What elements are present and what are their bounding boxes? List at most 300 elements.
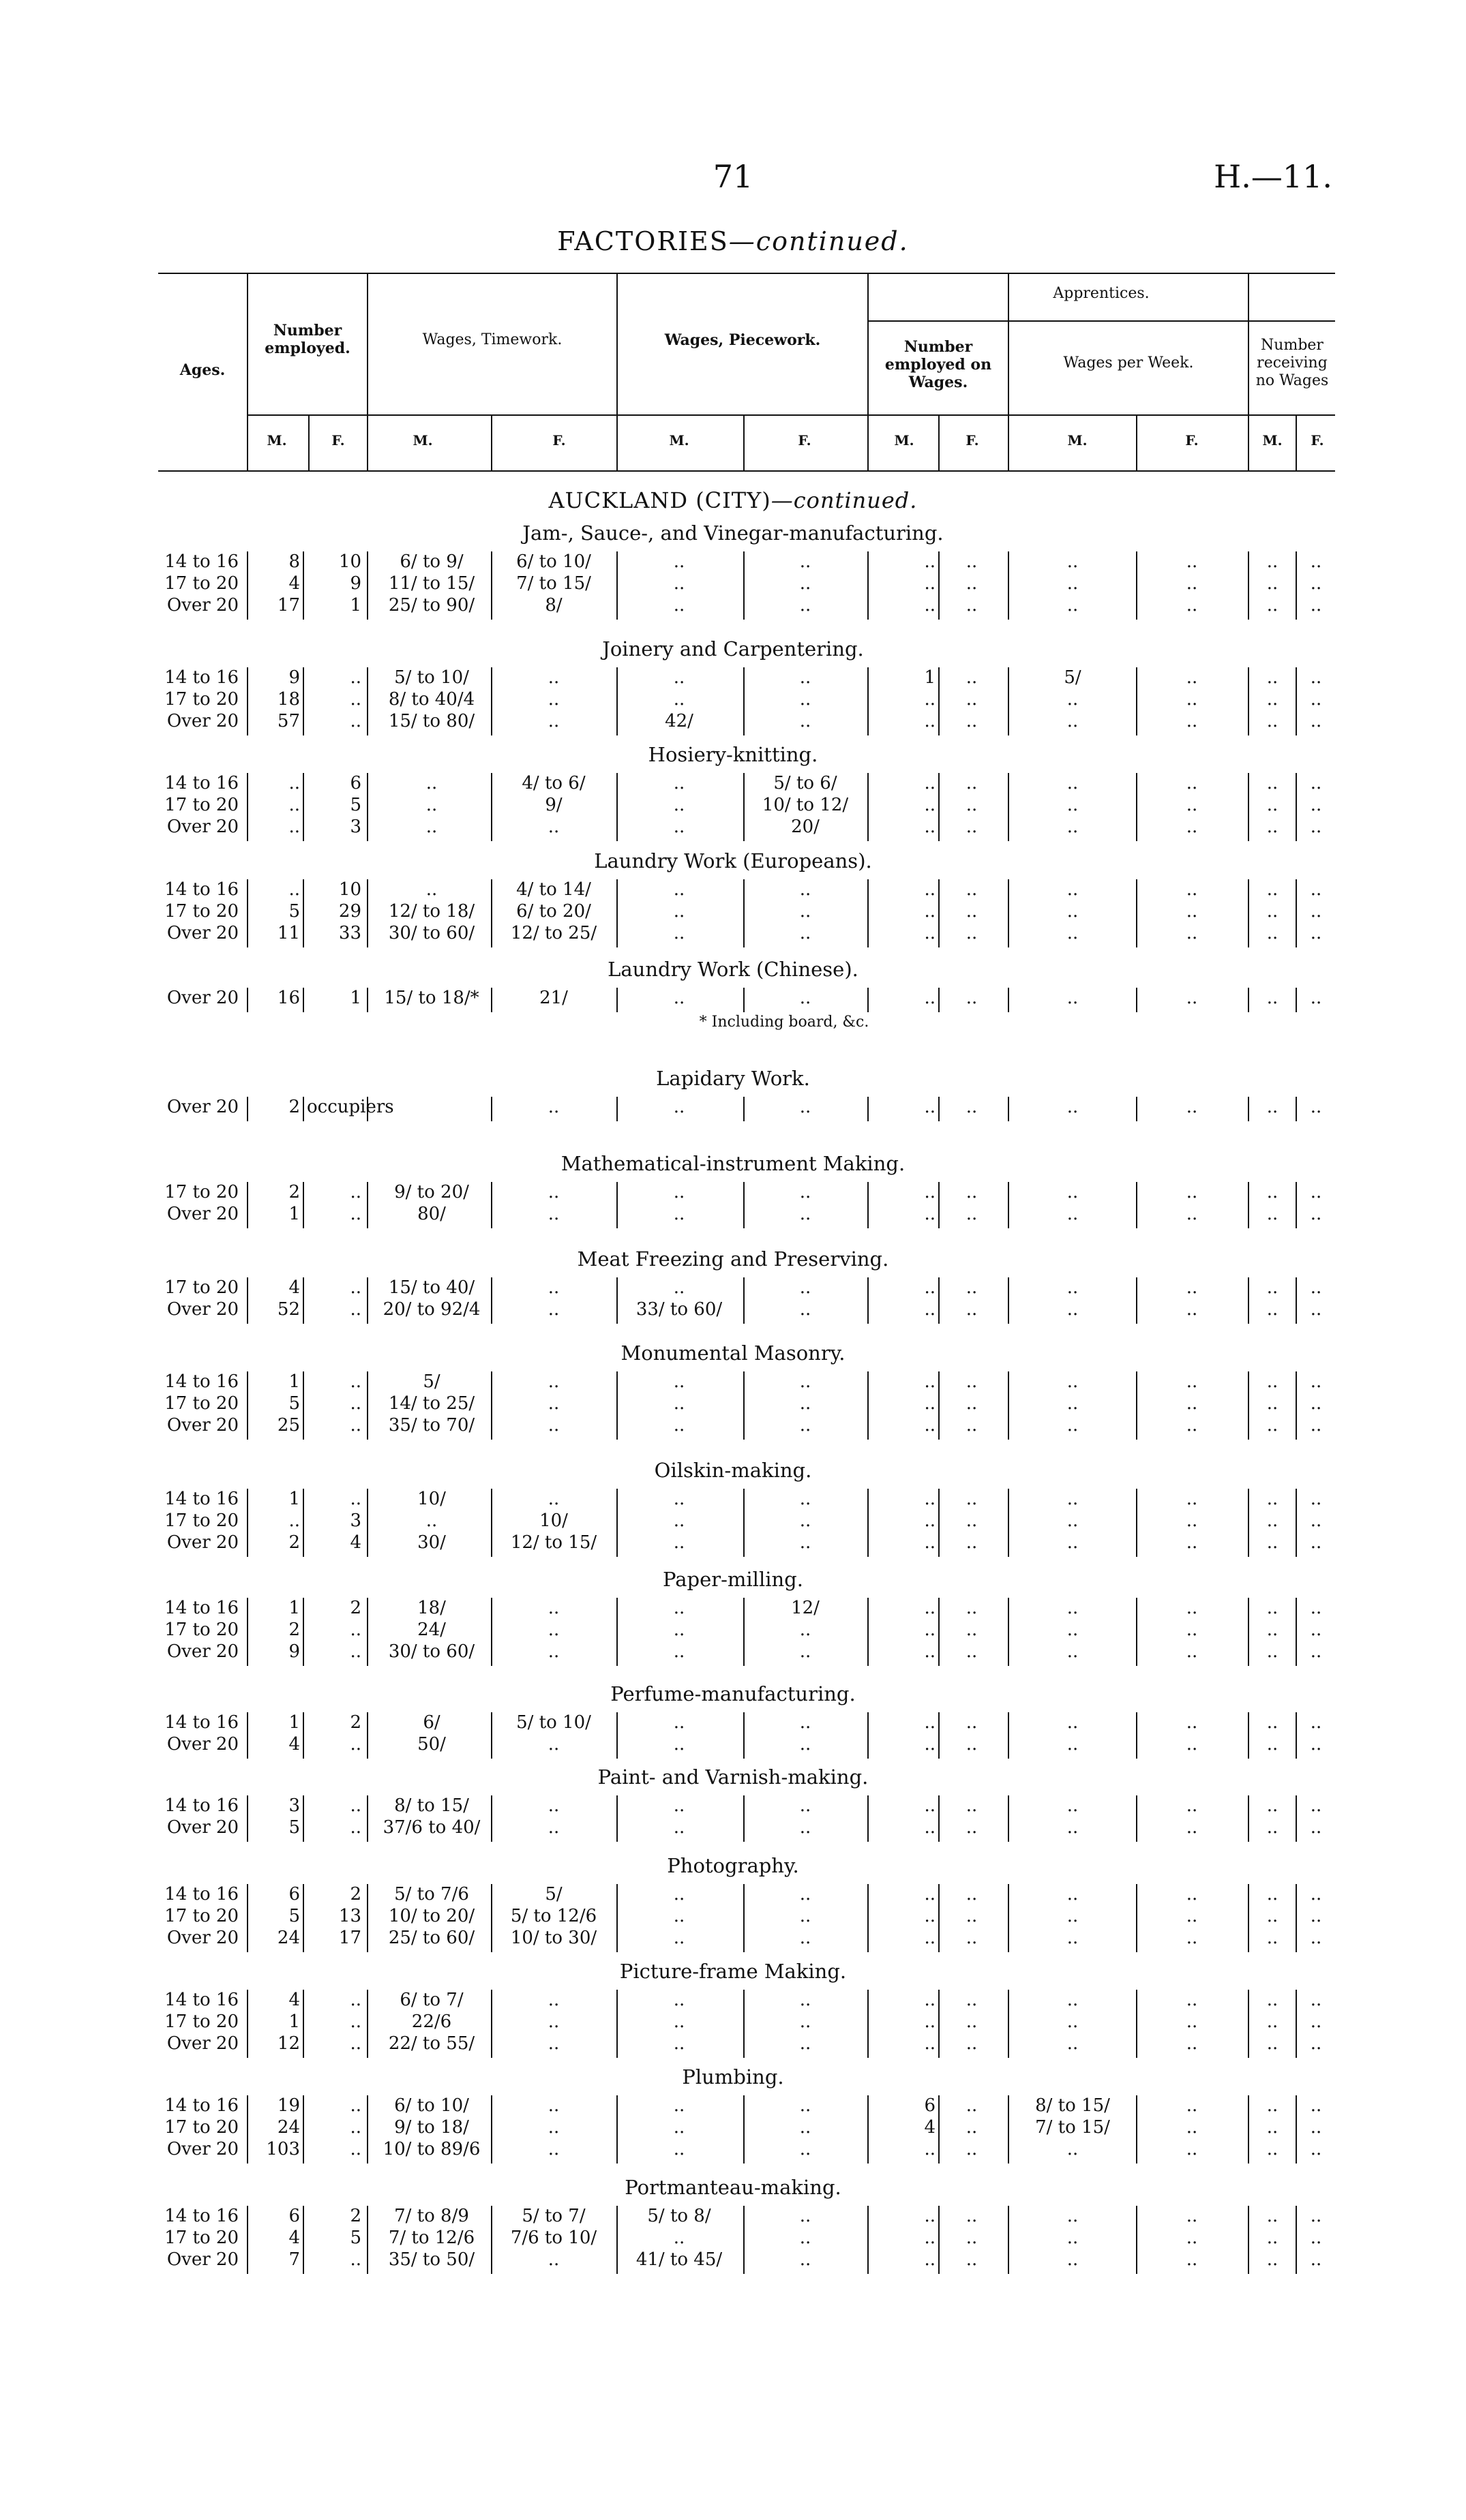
value-cell: .. <box>548 1393 560 1414</box>
value-cell: .. <box>1186 2117 1198 2138</box>
value-cell: .. <box>966 689 978 710</box>
value-cell: .. <box>1310 2095 1322 2116</box>
column-divider <box>867 1884 869 1952</box>
value-cell: .. <box>1266 1928 1278 1948</box>
column-divider <box>1008 1371 1009 1440</box>
value-cell: .. <box>1310 1734 1322 1755</box>
value-cell: .. <box>1186 1641 1198 1662</box>
value-cell: .. <box>966 1532 978 1553</box>
column-divider <box>1008 667 1009 735</box>
ages-header: Ages. <box>179 361 226 379</box>
value-cell: .. <box>350 1990 361 2010</box>
table-row <box>0 988 1466 1009</box>
value-cell: .. <box>966 1182 978 1202</box>
age-cell: Over 20 <box>166 1415 239 1436</box>
value-cell: .. <box>1186 1415 1198 1436</box>
value-cell: .. <box>548 1598 560 1618</box>
value-cell: .. <box>1266 773 1278 793</box>
column-divider <box>367 773 368 841</box>
value-cell: .. <box>673 795 685 815</box>
column-divider <box>1008 1712 1009 1759</box>
value-cell: 5/ to 12/6 <box>510 1906 597 1926</box>
value-cell: 6/ to 10/ <box>516 551 591 572</box>
column-divider <box>303 1371 304 1440</box>
column-divider <box>247 667 248 735</box>
value-cell: .. <box>1186 1299 1198 1320</box>
value-cell: .. <box>1066 795 1079 815</box>
header-divider <box>367 273 368 470</box>
table-row <box>0 1906 1466 1928</box>
value-cell: .. <box>673 1277 685 1298</box>
value-cell: .. <box>966 2228 978 2248</box>
value-cell: .. <box>1066 2206 1079 2226</box>
value-cell: .. <box>924 923 936 943</box>
age-cell: Over 20 <box>166 2033 239 2054</box>
value-cell: .. <box>924 1097 936 1117</box>
age-cell: Over 20 <box>166 988 239 1008</box>
column-divider <box>247 1371 248 1440</box>
value-cell: .. <box>966 1393 978 1414</box>
value-cell: .. <box>966 1884 978 1904</box>
table-row <box>0 711 1466 733</box>
value-cell: .. <box>673 988 685 1008</box>
column-divider <box>303 988 304 1012</box>
value-cell: .. <box>673 2117 685 2138</box>
value-cell: .. <box>673 817 685 837</box>
column-divider <box>1248 1277 1249 1324</box>
value-cell: .. <box>924 2249 936 2270</box>
value-cell: .. <box>1266 1641 1278 1662</box>
value-cell: .. <box>1186 1906 1198 1926</box>
column-divider <box>1008 2206 1009 2274</box>
column-divider <box>743 1712 745 1759</box>
column-divider <box>303 1182 304 1228</box>
value-cell: .. <box>1310 879 1322 900</box>
column-divider <box>247 1712 248 1759</box>
table-row <box>0 1277 1466 1299</box>
wages-timework-header: Wages, Timework. <box>422 331 563 348</box>
value-cell: .. <box>288 1511 300 1531</box>
table-row <box>0 1489 1466 1511</box>
value-cell: .. <box>924 2033 936 2054</box>
value-cell: .. <box>1186 1928 1198 1948</box>
value-cell: 7/ to 8/9 <box>394 2206 469 2226</box>
value-cell: .. <box>966 2095 978 2116</box>
value-cell: occupiers <box>307 1097 394 1117</box>
value-cell: .. <box>1266 2095 1278 2116</box>
column-divider <box>491 1371 492 1440</box>
column-divider <box>938 2095 940 2164</box>
column-divider <box>303 879 304 947</box>
value-cell: .. <box>1266 2228 1278 2248</box>
section-title: Monumental Masonry. <box>620 1341 846 1365</box>
value-cell: .. <box>1310 711 1322 731</box>
column-divider <box>1008 2095 1009 2164</box>
value-cell: .. <box>1266 1884 1278 1904</box>
value-cell: .. <box>1310 1817 1322 1838</box>
column-divider <box>491 1712 492 1759</box>
value-cell: .. <box>1266 988 1278 1008</box>
column-divider <box>1296 773 1297 841</box>
column-divider <box>247 1489 248 1557</box>
value-cell: .. <box>673 1712 685 1733</box>
value-cell: .. <box>350 1299 361 1320</box>
column-divider <box>1296 667 1297 735</box>
value-cell: 30/ <box>417 1532 446 1553</box>
column-divider <box>1136 551 1137 620</box>
column-divider <box>743 551 745 620</box>
value-cell: .. <box>924 1511 936 1531</box>
value-cell: .. <box>799 595 811 616</box>
value-cell: .. <box>1186 988 1198 1008</box>
column-divider <box>303 1795 304 1842</box>
value-cell: .. <box>1186 689 1198 710</box>
value-cell: .. <box>799 1182 811 1202</box>
value-cell: 5 <box>350 795 361 815</box>
value-cell: .. <box>1266 1712 1278 1733</box>
column-divider <box>367 2095 368 2164</box>
value-cell: 12/ to 18/ <box>388 901 475 922</box>
value-cell: 33/ to 60/ <box>635 1299 723 1320</box>
value-cell: 7/6 to 10/ <box>510 2228 597 2248</box>
header-f: F. <box>798 432 811 449</box>
value-cell: .. <box>1186 901 1198 922</box>
value-cell: .. <box>1066 1182 1079 1202</box>
column-divider <box>1296 1712 1297 1759</box>
table-row <box>0 1097 1466 1119</box>
column-divider <box>1008 1182 1009 1228</box>
value-cell: .. <box>799 901 811 922</box>
value-cell: .. <box>1266 1990 1278 2010</box>
value-cell: 5/ to 10/ <box>516 1712 591 1733</box>
age-cell: Over 20 <box>166 711 239 731</box>
column-divider <box>1296 2206 1297 2274</box>
column-divider <box>367 1489 368 1557</box>
value-cell: 11/ to 15/ <box>388 573 475 594</box>
value-cell: 12/ to 15/ <box>510 1532 597 1553</box>
column-divider <box>938 773 940 841</box>
age-cell: 14 to 16 <box>164 1795 239 1816</box>
column-divider <box>616 1277 618 1324</box>
value-cell: 5/ to 7/ <box>522 2206 586 2226</box>
column-divider <box>1136 773 1137 841</box>
value-cell: 9/ to 18/ <box>394 2117 469 2138</box>
value-cell: .. <box>799 1817 811 1838</box>
value-cell: 4 <box>288 1277 300 1298</box>
age-cell: 17 to 20 <box>164 795 239 815</box>
value-cell: .. <box>924 1734 936 1755</box>
value-cell: .. <box>1066 1299 1079 1320</box>
column-divider <box>367 1598 368 1666</box>
value-cell: 8/ to 40/4 <box>388 689 475 710</box>
value-cell: 10/ to 20/ <box>388 1906 475 1926</box>
value-cell: 13 <box>338 1906 361 1926</box>
value-cell: .. <box>799 1532 811 1553</box>
value-cell: 5/ to 7/6 <box>394 1884 469 1904</box>
column-divider <box>938 988 940 1012</box>
value-cell: .. <box>673 1204 685 1224</box>
mf-divider <box>938 414 940 470</box>
value-cell: .. <box>548 2249 560 2270</box>
value-cell: .. <box>924 551 936 572</box>
column-divider <box>1296 1277 1297 1324</box>
age-cell: Over 20 <box>166 2249 239 2270</box>
column-divider <box>867 667 869 735</box>
value-cell: .. <box>1310 1712 1322 1733</box>
column-divider <box>1248 773 1249 841</box>
value-cell: .. <box>966 1734 978 1755</box>
age-cell: 17 to 20 <box>164 1182 239 1202</box>
value-cell: .. <box>673 595 685 616</box>
value-cell: 4/ to 14/ <box>516 879 591 900</box>
age-cell: 14 to 16 <box>164 879 239 900</box>
value-cell: .. <box>1186 1598 1198 1618</box>
value-cell: 1 <box>350 988 361 1008</box>
value-cell: .. <box>350 2033 361 2054</box>
column-divider <box>367 1990 368 2058</box>
value-cell: 5/ to 6/ <box>773 773 837 793</box>
value-cell: .. <box>1066 1712 1079 1733</box>
value-cell: .. <box>350 2249 361 2270</box>
value-cell: .. <box>425 879 438 900</box>
column-divider <box>367 988 368 1012</box>
value-cell: .. <box>1066 2228 1079 2248</box>
table-row <box>0 1204 1466 1226</box>
value-cell: .. <box>673 2228 685 2248</box>
value-cell: .. <box>966 2117 978 2138</box>
age-cell: 14 to 16 <box>164 1712 239 1733</box>
value-cell: .. <box>799 1620 811 1640</box>
value-cell: .. <box>924 2012 936 2032</box>
value-cell: 14/ to 25/ <box>388 1393 475 1414</box>
value-cell: .. <box>1266 689 1278 710</box>
column-divider <box>743 1182 745 1228</box>
value-cell: .. <box>673 689 685 710</box>
column-divider <box>1008 1489 1009 1557</box>
value-cell: .. <box>799 1884 811 1904</box>
value-cell: .. <box>1186 1204 1198 1224</box>
section-title: Oilskin-making. <box>654 1459 812 1482</box>
value-cell: .. <box>673 1620 685 1640</box>
column-divider <box>616 1097 618 1121</box>
value-cell: 6/ to 20/ <box>516 901 591 922</box>
value-cell: .. <box>966 2206 978 2226</box>
value-cell: .. <box>673 1598 685 1618</box>
value-cell: 6 <box>288 2206 300 2226</box>
number-employed-header: Number employed. <box>265 322 350 357</box>
value-cell: .. <box>1186 1795 1198 1816</box>
value-cell: .. <box>924 1928 936 1948</box>
value-cell: .. <box>1266 573 1278 594</box>
value-cell: .. <box>1310 1620 1322 1640</box>
value-cell: .. <box>548 1795 560 1816</box>
age-cell: Over 20 <box>166 817 239 837</box>
mf-divider <box>491 414 492 470</box>
value-cell: .. <box>1310 1097 1322 1117</box>
value-cell: .. <box>673 1906 685 1926</box>
column-divider <box>491 1277 492 1324</box>
column-divider <box>938 1795 940 1842</box>
mf-divider <box>1136 414 1137 470</box>
value-cell: .. <box>1266 1598 1278 1618</box>
age-cell: 14 to 16 <box>164 2206 239 2226</box>
column-divider <box>1136 2095 1137 2164</box>
value-cell: .. <box>1310 1511 1322 1531</box>
value-cell: .. <box>1066 1620 1079 1640</box>
value-cell: .. <box>966 1371 978 1392</box>
mf-divider <box>308 414 310 470</box>
value-cell: 30/ to 60/ <box>388 923 475 943</box>
value-cell: .. <box>966 1415 978 1436</box>
value-cell: 3 <box>350 817 361 837</box>
column-divider <box>938 551 940 620</box>
value-cell: 12 <box>277 2033 300 2054</box>
column-divider <box>1296 1371 1297 1440</box>
value-cell: 2 <box>288 1532 300 1553</box>
section-title: Joinery and Carpentering. <box>602 637 864 661</box>
column-divider <box>616 1990 618 2058</box>
section-title: Laundry Work (Europeans). <box>594 849 872 872</box>
value-cell: .. <box>673 1641 685 1662</box>
column-divider <box>743 1990 745 2058</box>
value-cell: .. <box>799 1489 811 1509</box>
value-cell: .. <box>1266 817 1278 837</box>
value-cell: .. <box>1066 1906 1079 1926</box>
header-top-rule <box>158 273 1335 274</box>
value-cell: 4 <box>350 1532 361 1553</box>
value-cell: .. <box>924 711 936 731</box>
value-cell: .. <box>548 2033 560 2054</box>
value-cell: .. <box>924 1598 936 1618</box>
column-divider <box>867 551 869 620</box>
value-cell: .. <box>1310 1928 1322 1948</box>
value-cell: 2 <box>288 1097 300 1117</box>
wages-piecework-header: Wages, Piecework. <box>664 331 821 349</box>
value-cell: 7/ to 12/6 <box>388 2228 475 2248</box>
value-cell: .. <box>350 1795 361 1816</box>
value-cell: .. <box>1186 2249 1198 2270</box>
column-divider <box>616 1884 618 1952</box>
value-cell: .. <box>1186 2228 1198 2248</box>
value-cell: .. <box>924 2139 936 2159</box>
value-cell: 12/ <box>791 1598 820 1618</box>
column-divider <box>1136 1990 1137 2058</box>
value-cell: .. <box>799 667 811 688</box>
section-title: Paint- and Varnish-making. <box>597 1765 869 1789</box>
value-cell: 24/ <box>417 1620 446 1640</box>
value-cell: .. <box>1186 1734 1198 1755</box>
value-cell: 5/ <box>545 1884 563 1904</box>
value-cell: .. <box>350 711 361 731</box>
value-cell: .. <box>966 1489 978 1509</box>
value-cell: .. <box>1310 2117 1322 2138</box>
value-cell: .. <box>799 2117 811 2138</box>
value-cell: .. <box>1310 1884 1322 1904</box>
value-cell: .. <box>966 988 978 1008</box>
value-cell: 10/ to 89/6 <box>383 2139 481 2159</box>
value-cell: 5/ <box>423 1371 440 1392</box>
value-cell: 8/ to 15/ <box>394 1795 469 1816</box>
value-cell: 1 <box>924 667 936 688</box>
table-row <box>0 1817 1466 1839</box>
column-divider <box>303 1277 304 1324</box>
column-divider <box>743 988 745 1012</box>
section-title: Laundry Work (Chinese). <box>608 958 858 981</box>
column-divider <box>491 2206 492 2274</box>
value-cell: .. <box>350 689 361 710</box>
value-cell: .. <box>1310 901 1322 922</box>
header-divider <box>616 273 618 470</box>
value-cell: .. <box>1310 2228 1322 2248</box>
column-divider <box>743 879 745 947</box>
value-cell: 25/ to 90/ <box>388 595 475 616</box>
value-cell: .. <box>350 1204 361 1224</box>
value-cell: .. <box>799 551 811 572</box>
column-divider <box>743 1795 745 1842</box>
value-cell: .. <box>924 1620 936 1640</box>
column-divider <box>1248 667 1249 735</box>
age-cell: 17 to 20 <box>164 1393 239 1414</box>
value-cell: .. <box>1266 1795 1278 1816</box>
value-cell: .. <box>1310 773 1322 793</box>
value-cell: .. <box>966 551 978 572</box>
value-cell: .. <box>673 1990 685 2010</box>
column-divider <box>247 1182 248 1228</box>
age-cell: Over 20 <box>166 1641 239 1662</box>
value-cell: .. <box>799 689 811 710</box>
value-cell: .. <box>1266 2206 1278 2226</box>
value-cell: .. <box>1066 1097 1079 1117</box>
value-cell: .. <box>1266 795 1278 815</box>
value-cell: .. <box>350 2095 361 2116</box>
age-cell: Over 20 <box>166 1817 239 1838</box>
value-cell: .. <box>673 1489 685 1509</box>
value-cell: .. <box>1310 2206 1322 2226</box>
section-title: Paper-milling. <box>663 1568 803 1591</box>
region-name: AUCKLAND (CITY) <box>548 487 771 513</box>
value-cell: .. <box>1266 1489 1278 1509</box>
table-row <box>0 595 1466 617</box>
value-cell: 6/ <box>423 1712 440 1733</box>
value-cell: .. <box>1066 1734 1079 1755</box>
column-divider <box>247 773 248 841</box>
value-cell: .. <box>924 1795 936 1816</box>
value-cell: .. <box>1310 1415 1322 1436</box>
value-cell: .. <box>1266 1734 1278 1755</box>
value-cell: 3 <box>350 1511 361 1531</box>
column-divider <box>1248 1712 1249 1759</box>
value-cell: 6 <box>350 773 361 793</box>
column-divider <box>1008 1598 1009 1666</box>
value-cell: .. <box>1186 2033 1198 2054</box>
value-cell: .. <box>1186 1532 1198 1553</box>
value-cell: .. <box>1066 1817 1079 1838</box>
value-cell: .. <box>1266 551 1278 572</box>
column-divider <box>616 1598 618 1666</box>
column-divider <box>491 879 492 947</box>
value-cell: .. <box>924 879 936 900</box>
column-divider <box>867 1990 869 2058</box>
value-cell: .. <box>1066 1641 1079 1662</box>
value-cell: .. <box>799 1641 811 1662</box>
column-divider <box>367 1277 368 1324</box>
value-cell: .. <box>425 795 438 815</box>
value-cell: 25/ to 60/ <box>388 1928 475 1948</box>
column-divider <box>367 1371 368 1440</box>
table-row <box>0 2033 1466 2055</box>
value-cell: .. <box>1266 1415 1278 1436</box>
table-row <box>0 1532 1466 1554</box>
